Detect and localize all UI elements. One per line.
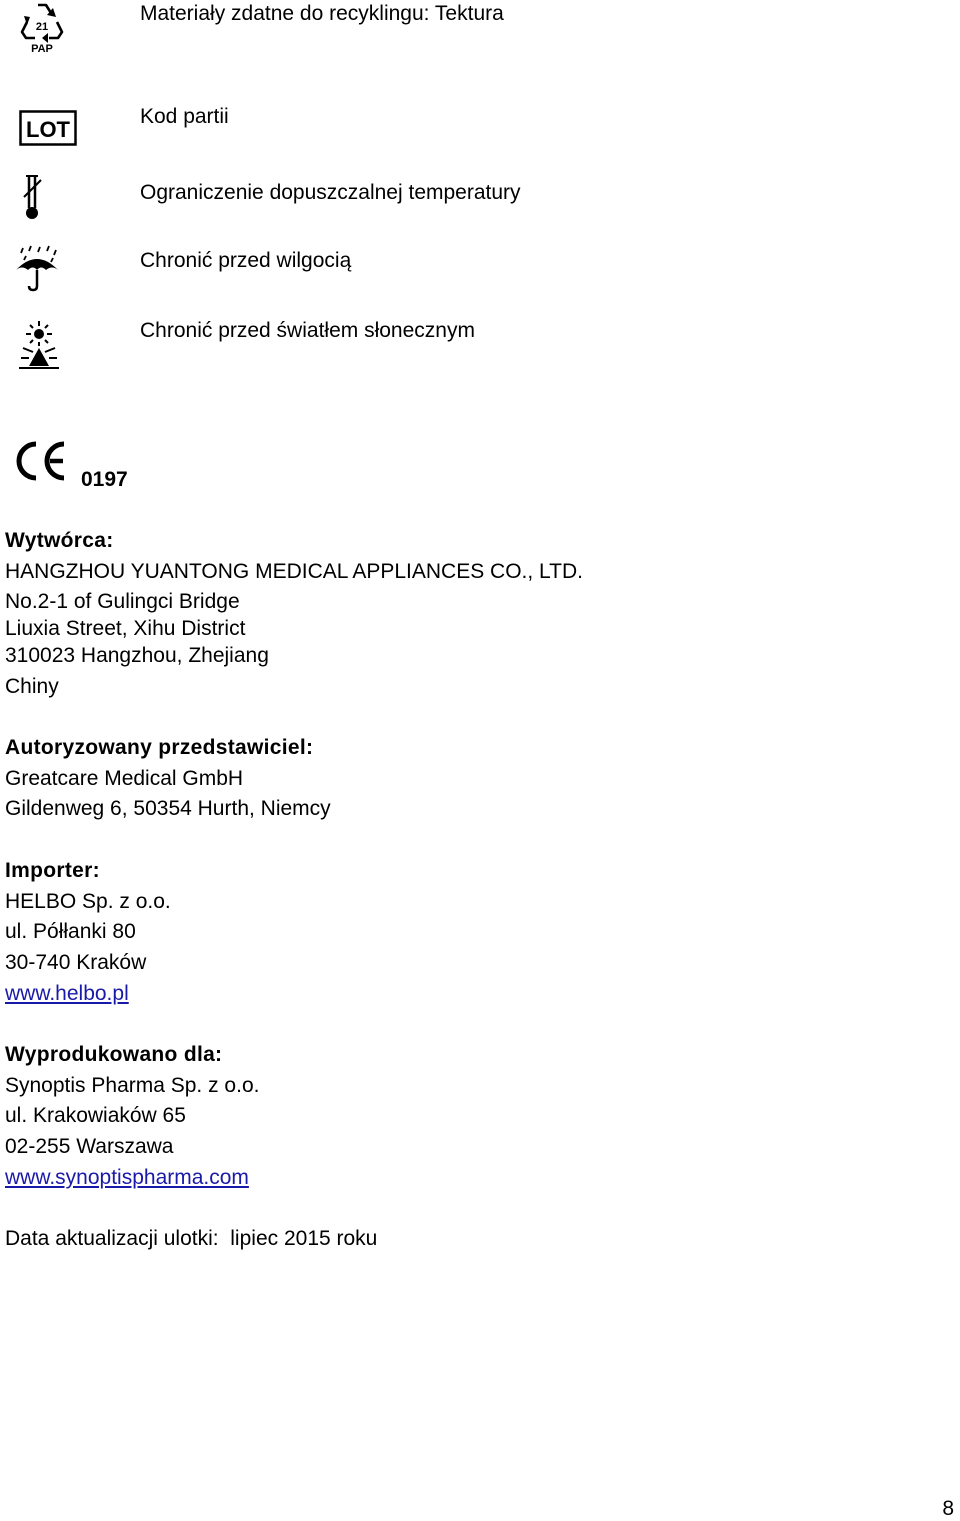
page-number: 8 [942, 1497, 954, 1520]
manufacturer-line: Liuxia Street, Xihu District [5, 617, 246, 640]
manufacturer-heading: Wytwórca: [5, 529, 114, 552]
leaflet-update-date: Data aktualizacji ulotki: lipiec 2015 roku [5, 1227, 378, 1250]
manufacturer-line: Chiny [5, 675, 59, 698]
importer-line: 30-740 Kraków [5, 951, 147, 974]
importer-heading: Importer: [5, 859, 100, 882]
representative-line: Gildenweg 6, 50354 Hurth, Niemcy [5, 797, 331, 820]
manufacturer-line: No.2-1 of Gulingci Bridge [5, 590, 240, 613]
produced-for-line: ul. Krakowiaków 65 [5, 1104, 186, 1127]
symbol-text-moisture: Chronić przed wilgocią [140, 249, 352, 272]
keep-dry-icon [13, 244, 61, 292]
recycle-21-pap-icon [18, 0, 66, 54]
recycle-code: PAP [31, 43, 53, 54]
lot-icon [19, 110, 77, 146]
manufacturer-line: HANGZHOU YUANTONG MEDICAL APPLIANCES CO., LTD. [5, 560, 584, 583]
produced-for-line: 02-255 Warszawa [5, 1135, 174, 1158]
produced-for-website-link[interactable]: www.synoptispharma.com [5, 1166, 249, 1189]
ce-mark-icon [14, 440, 70, 482]
recycle-number: 21 [35, 21, 49, 33]
temperature-limit-icon [18, 172, 48, 222]
importer-website-link[interactable]: www.helbo.pl [5, 982, 129, 1005]
notified-body-number: 0197 [81, 468, 128, 491]
symbol-text-lot: Kod partii [140, 105, 229, 128]
importer-line: HELBO Sp. z o.o. [5, 890, 171, 913]
manufacturer-line: 310023 Hangzhou, Zhejiang [5, 644, 269, 667]
symbol-text-temperature: Ograniczenie dopuszczalnej temperatury [140, 181, 521, 204]
representative-line: Greatcare Medical GmbH [5, 767, 244, 790]
symbol-text-sunlight: Chronić przed światłem słonecznym [140, 319, 475, 342]
representative-heading: Autoryzowany przedstawiciel: [5, 736, 314, 759]
produced-for-heading: Wyprodukowano dla: [5, 1043, 223, 1066]
symbol-text-recycle: Materiały zdatne do recyklingu: Tektura [140, 2, 504, 25]
produced-for-line: Synoptis Pharma Sp. z o.o. [5, 1074, 260, 1097]
keep-away-sunlight-icon [13, 320, 65, 372]
importer-line: ul. Półłanki 80 [5, 920, 136, 943]
lot-label: LOT [26, 117, 70, 142]
